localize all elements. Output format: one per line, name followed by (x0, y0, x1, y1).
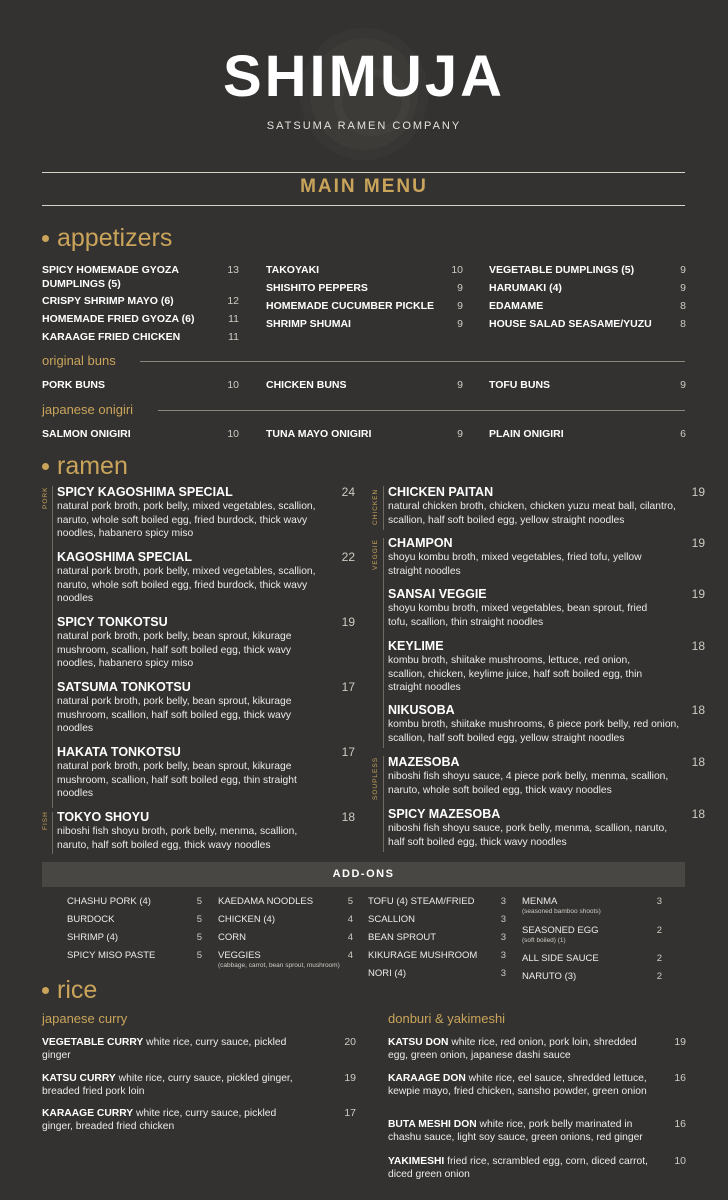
item-price: 3 (500, 914, 506, 925)
item-price: 13 (227, 264, 239, 276)
item-price: 5 (196, 950, 202, 961)
menu-item (266, 299, 463, 313)
item-name: YAKIMESHI (388, 1156, 445, 1167)
category-tag-veggie: VEGGIE (372, 539, 379, 570)
section-ramen (42, 452, 128, 480)
menu-item (266, 427, 463, 441)
item-name: TOFU BUNS (489, 379, 551, 391)
item-name: SPICY TONKOTSU (57, 615, 168, 629)
item-text (42, 1072, 304, 1098)
item-price: 17 (341, 680, 355, 694)
item-description: white rice, curry sauce, pickled ginger, breaded fried pork loin (42, 1073, 293, 1097)
item-price: 20 (344, 1036, 356, 1048)
addon-item (522, 953, 662, 965)
ramen-item (388, 587, 705, 629)
item-price: 9 (457, 379, 463, 391)
item-name: VEGETABLE CURRY (42, 1037, 144, 1048)
item-price: 19 (691, 485, 705, 499)
ramen-item (57, 745, 355, 801)
category-rule (383, 756, 384, 852)
category-rule (383, 538, 384, 748)
addon-item (368, 932, 506, 944)
brand-logo: SHIMUJA (222, 44, 506, 109)
section-title: rice (57, 976, 98, 1004)
item-name: SALMON ONIGIRI (42, 428, 131, 440)
item-price: 10 (227, 428, 239, 440)
addon-item (218, 896, 353, 908)
item-name: BURDOCK (67, 914, 115, 925)
item-price: 2 (656, 971, 662, 982)
item-price: 9 (680, 282, 686, 294)
ramen-item (57, 485, 355, 541)
ramen-item (388, 703, 705, 745)
item-name-text: MENMA (522, 896, 558, 907)
item-name: SHRIMP SHUMAI (266, 318, 351, 330)
addons-header: ADD-ONS (42, 862, 685, 887)
item-name: SATSUMA TONKOTSU (57, 680, 191, 694)
item-price: 22 (341, 550, 355, 564)
item-price: 5 (196, 896, 202, 907)
addon-item (522, 925, 662, 945)
item-name (522, 896, 601, 916)
item-name: EDAMAME (489, 300, 544, 312)
item-name: KATSU CURRY (42, 1073, 116, 1084)
item-name: NIKUSOBA (388, 703, 455, 717)
page-title: MAIN MENU (300, 176, 428, 197)
item-price: 9 (457, 428, 463, 440)
addon-item (218, 932, 353, 944)
item-name: TAKOYAKI (266, 264, 320, 276)
item-name: HOUSE SALAD SEASAME/YUZU (489, 318, 652, 330)
ramen-item (57, 680, 355, 736)
item-price: 3 (656, 896, 662, 907)
addon-item (218, 950, 353, 970)
item-price: 16 (674, 1072, 686, 1084)
item-price: 18 (341, 810, 355, 824)
item-name: SPICY MAZESOBA (388, 807, 501, 821)
menu-item (266, 317, 463, 331)
section-rice (42, 976, 97, 1004)
item-name: TOFU (4) STEAM/FRIED (368, 896, 475, 907)
item-price: 10 (451, 264, 463, 276)
addon-item (218, 914, 353, 926)
item-description: niboshi fish shoyu sauce, pork belly, menma, scallion, naruto, half soft boiled egg, thick wavy noodles (388, 823, 668, 848)
item-price: 4 (347, 950, 353, 961)
addon-item (67, 932, 202, 944)
item-name: BEAN SPROUT (368, 932, 437, 943)
item-price: 10 (674, 1155, 686, 1167)
menu-item (489, 281, 686, 295)
addon-item (67, 950, 202, 962)
item-price: 4 (347, 932, 353, 943)
menu-item (266, 281, 463, 295)
item-price: 3 (500, 932, 506, 943)
item-description: shoyu kombu broth, mixed vegetables, bean sprout, fried tofu, scallion, thin straight noodles (388, 603, 648, 628)
addon-item (368, 896, 506, 908)
category-rule (52, 486, 53, 808)
item-name: NARUTO (3) (522, 971, 577, 982)
item-description: kombu broth, shiitake mushrooms, 6 piece pork belly, red onion, scallion, half soft boiled egg, yellow straight noodles (388, 719, 680, 744)
item-name: HOMEMADE FRIED GYOZA (6) (42, 313, 195, 325)
item-description: natural pork broth, pork belly, bean sprout, kikurage mushroom, scallion, half soft boiled egg, thick wavy noodles, habanero spicy miso (57, 631, 292, 669)
item-name: SPICY KAGOSHIMA SPECIAL (57, 485, 233, 499)
ramen-item (57, 810, 355, 852)
item-price: 19 (674, 1036, 686, 1048)
item-description: natural pork broth, pork belly, mixed vegetables, scallion, naruto, whole soft boiled egg, fried burdock, thick wavy noodles (57, 566, 316, 604)
item-price: 24 (341, 485, 355, 499)
section-title: ramen (57, 452, 128, 480)
divider (42, 172, 685, 173)
addon-item (368, 968, 506, 980)
item-name: SPICY HOMEMADE GYOZA DUMPLINGS (5) (42, 264, 179, 290)
section-title: appetizers (57, 224, 173, 252)
item-name: VEGETABLE DUMPLINGS (5) (489, 264, 635, 276)
addon-item (522, 971, 662, 983)
item-price: 19 (341, 615, 355, 629)
item-name: CORN (218, 932, 246, 943)
rice-item (388, 1072, 686, 1098)
ramen-item (388, 485, 705, 527)
rice-item (388, 1118, 686, 1144)
item-price: 11 (228, 313, 239, 325)
item-name: KARAAGE FRIED CHICKEN (42, 331, 181, 343)
item-price: 5 (196, 914, 202, 925)
item-price: 18 (691, 807, 705, 821)
item-name: CHICKEN (4) (218, 914, 276, 925)
item-name: KARAAGE DON (388, 1073, 466, 1084)
item-text (388, 1072, 656, 1098)
item-price: 17 (344, 1107, 356, 1119)
item-name: CHICKEN BUNS (266, 379, 347, 391)
menu-item (489, 427, 686, 441)
item-note: (soft boiled) (1) (522, 937, 566, 944)
item-price: 12 (227, 295, 239, 307)
bullet-icon (42, 235, 49, 242)
item-description: niboshi fish shoyu sauce, 4 piece pork belly, menma, scallion, naruto, whole soft boiled egg, thick wavy noodles (388, 771, 669, 796)
menu-item (489, 299, 686, 313)
addon-item (368, 914, 506, 926)
item-price: 9 (457, 300, 463, 312)
addon-item (522, 896, 662, 916)
item-text (388, 1036, 656, 1062)
bullet-icon (42, 987, 49, 994)
item-price: 19 (691, 536, 705, 550)
item-name: PLAIN ONIGIRI (489, 428, 564, 440)
item-price: 19 (691, 587, 705, 601)
subsection-title: japanese onigiri (42, 402, 134, 417)
item-text (388, 1118, 656, 1144)
item-description: white rice, eel sauce, shredded lettuce, kewpie mayo, fried chicken, sansho powder, green onion (388, 1073, 647, 1097)
item-price: 3 (500, 968, 506, 979)
item-name: SPICY MISO PASTE (67, 950, 156, 961)
item-name: MAZESOBA (388, 755, 460, 769)
menu-item (42, 378, 239, 392)
item-name: CHICKEN PAITAN (388, 485, 494, 499)
item-name: CRISPY SHRIMP MAYO (6) (42, 295, 174, 307)
item-name: TOKYO SHOYU (57, 810, 150, 824)
ramen-item (388, 639, 705, 695)
item-note: (cabbage, carrot, bean sprout, mushroom) (218, 962, 340, 969)
item-price: 9 (680, 379, 686, 391)
subsection-title: japanese curry (42, 1011, 128, 1026)
section-appetizers (42, 224, 172, 252)
item-price: 5 (196, 932, 202, 943)
item-description: natural pork broth, pork belly, mixed vegetables, scallion, naruto, whole soft boiled egg, fried burdock, thick wavy noodles, habanero spicy miso (57, 501, 316, 539)
menu-item (266, 378, 463, 392)
item-price: 18 (691, 703, 705, 717)
item-price: 4 (347, 914, 353, 925)
item-price: 9 (457, 282, 463, 294)
item-name: HARUMAKI (4) (489, 282, 562, 294)
item-name: NORI (4) (368, 968, 406, 979)
item-name: KIKURAGE MUSHROOM (368, 950, 478, 961)
rice-item (42, 1072, 356, 1098)
item-description: shoyu kombu broth, mixed vegetables, fried tofu, yellow straight noodles (388, 552, 642, 577)
item-description: white rice, pork belly marinated in chashu sauce, light soy sauce, green onions, red ginger (388, 1119, 643, 1143)
item-name: HOMEMADE CUCUMBER PICKLE (266, 300, 434, 312)
menu-item (42, 330, 239, 344)
menu-item (489, 263, 686, 277)
item-price: 3 (500, 950, 506, 961)
item-name: SCALLION (368, 914, 415, 925)
divider (42, 205, 685, 206)
item-name: ALL SIDE SAUCE (522, 953, 599, 964)
item-name: KATSU DON (388, 1037, 449, 1048)
item-name: KEYLIME (388, 639, 444, 653)
menu-item (42, 294, 239, 308)
ramen-item (57, 615, 355, 671)
category-tag-pork: PORK (42, 486, 49, 509)
item-name (522, 925, 599, 945)
item-description: kombu broth, shiitake mushrooms, lettuce, red onion, scallion, chicken, keylime juice, half soft boiled egg, thin straight noodles (388, 655, 643, 693)
item-price: 17 (341, 745, 355, 759)
menu-item (42, 312, 239, 326)
item-name: BUTA MESHI DON (388, 1119, 477, 1130)
divider (140, 361, 685, 362)
subsection-title: donburi & yakimeshi (388, 1011, 506, 1026)
item-text (388, 1155, 656, 1181)
item-name-text: VEGGIES (218, 950, 261, 961)
rice-item (42, 1107, 356, 1133)
bullet-icon (42, 463, 49, 470)
item-price: 6 (680, 428, 686, 440)
category-tag-fish: FISH (42, 811, 49, 830)
item-name: KAGOSHIMA SPECIAL (57, 550, 192, 564)
item-price: 8 (680, 300, 686, 312)
item-description: niboshi fish shoyu broth, pork belly, menma, scallion, naruto, half soft boiled egg, thick wavy noodles (57, 826, 298, 851)
divider (158, 410, 685, 411)
item-description: fried rice, scrambled egg, corn, diced carrot, diced green onion (388, 1156, 649, 1180)
item-price: 2 (656, 953, 662, 964)
item-name-text: SEASONED EGG (522, 925, 599, 936)
addon-item (67, 914, 202, 926)
rice-item (388, 1036, 686, 1062)
item-description: white rice, red onion, pork loin, shredded egg, green onion, japanese dashi sauce (388, 1037, 637, 1061)
addon-item (67, 896, 202, 908)
item-name: KARAAGE CURRY (42, 1108, 134, 1119)
item-note: (seasoned bamboo shoots) (522, 908, 601, 915)
category-rule (52, 812, 53, 854)
item-price: 2 (656, 925, 662, 936)
item-name: KAEDAMA NOODLES (218, 896, 314, 907)
ramen-item (388, 536, 705, 578)
brand-tagline: SATSUMA RAMEN COMPANY (266, 120, 462, 132)
item-name: SANSAI VEGGIE (388, 587, 487, 601)
item-price: 8 (680, 318, 686, 330)
item-name: HAKATA TONKOTSU (57, 745, 181, 759)
item-name: SHRIMP (4) (67, 932, 119, 943)
menu-item (42, 263, 239, 291)
category-rule (383, 486, 384, 530)
ramen-item (388, 755, 705, 797)
rice-item (388, 1155, 686, 1181)
item-name: CHAMPON (388, 536, 453, 550)
item-price: 19 (344, 1072, 356, 1084)
item-price: 16 (674, 1118, 686, 1130)
item-text (42, 1036, 294, 1062)
item-description: white rice, curry sauce, pickled ginger (42, 1037, 287, 1061)
item-name: CHASHU PORK (4) (67, 896, 151, 907)
item-name: SHISHITO PEPPERS (266, 282, 368, 294)
item-price: 11 (228, 331, 239, 343)
item-name (218, 950, 340, 970)
menu-item (489, 317, 686, 331)
ramen-item (57, 550, 355, 606)
item-price: 9 (457, 318, 463, 330)
item-price: 5 (347, 896, 353, 907)
item-description: natural pork broth, pork belly, bean sprout, kikurage mushroom, scallion, half soft boiled egg, thin straight noodles (57, 761, 297, 799)
item-price: 18 (691, 639, 705, 653)
item-description: natural pork broth, pork belly, bean sprout, kikurage mushroom, scallion, half soft boiled egg, thick wavy noodles (57, 696, 292, 734)
menu-item (266, 263, 463, 277)
item-text (42, 1107, 294, 1133)
menu-item (489, 378, 686, 392)
item-description: natural chicken broth, chicken, chicken yuzu meat ball, cilantro, scallion, half soft boiled egg, yellow straight noodles (388, 501, 676, 526)
ramen-item (388, 807, 705, 849)
category-tag-soupless: SOUPLESS (372, 756, 379, 800)
rice-item (42, 1036, 356, 1062)
item-name: PORK BUNS (42, 379, 106, 391)
item-price: 18 (691, 755, 705, 769)
item-description: white rice, curry sauce, pickled ginger, breaded fried chicken (42, 1108, 277, 1132)
item-price: 9 (680, 264, 686, 276)
item-name: TUNA MAYO ONIGIRI (266, 428, 372, 440)
menu-item (42, 427, 239, 441)
item-price: 10 (227, 379, 239, 391)
item-price: 3 (500, 896, 506, 907)
addon-item (368, 950, 506, 962)
subsection-title: original buns (42, 353, 116, 368)
category-tag-chicken: CHICKEN (372, 488, 379, 525)
